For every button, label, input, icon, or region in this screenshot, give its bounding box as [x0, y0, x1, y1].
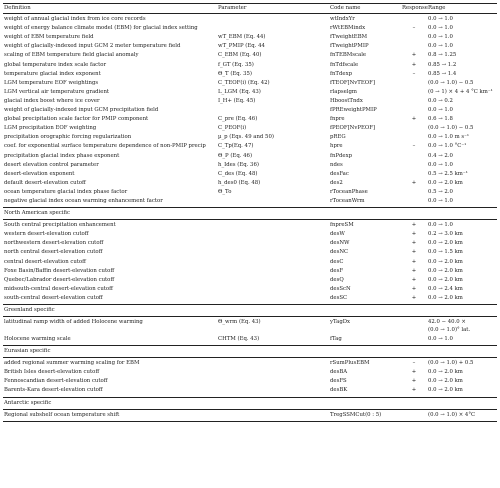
cell-code-name: yTagDx — [330, 319, 351, 325]
section-rule — [3, 397, 497, 398]
cell-definition: global precipitation scale factor for PMIP component — [4, 116, 149, 123]
cell-definition: north central desert-elevation cutoff — [4, 249, 103, 256]
table-row — [0, 267, 500, 276]
cell-definition: Foxe Basin/Baffin desert-elevation cutoff — [4, 267, 115, 274]
cell-definition: Barents-Kara desert-elevation cutoff — [4, 387, 103, 394]
cell-code-name: desC — [330, 258, 344, 265]
cell-code-name: TregSSMCut(0 : 5) — [330, 411, 382, 418]
cell-definition: weight of annual glacial index from ice core records — [4, 16, 146, 22]
table-row — [0, 335, 500, 344]
section-eurasian — [0, 347, 500, 356]
cell-code-name: des2 — [330, 179, 343, 186]
cell-code-name: ndes — [330, 161, 343, 168]
cell-range: 0.0 → 1.0 — [428, 198, 453, 204]
table-row — [0, 386, 500, 395]
cell-code-name: desQ — [330, 276, 344, 283]
cell-definition: weight of glacially-indexed input GCM precipitation field — [4, 107, 159, 113]
cell-definition: desert elevation control parameter — [4, 161, 99, 168]
cell-definition: northwestern desert-elevation cutoff — [4, 240, 104, 247]
table-bottom-rule — [3, 421, 497, 422]
cell-response: – — [412, 25, 416, 32]
cell-range: 0.8 → 1.25 — [428, 52, 457, 59]
cell-definition: weight of energy balance climate model (EBM) for glacial index setting — [4, 25, 198, 32]
cell-code-name: desFac — [330, 170, 349, 177]
cell-range: 0.0 → 2.0 km — [428, 258, 463, 265]
cell-range: (0.0 → 1.0) × 4°C — [428, 411, 476, 418]
cell-code-name: HboostTndx — [330, 97, 363, 104]
table-row — [0, 142, 500, 151]
cell-definition: Regional subshelf ocean temperature shift — [4, 411, 120, 418]
cell-parameter: CHTM (Eq. 43) — [218, 336, 260, 342]
cell-parameter: h_Ides (Eq. 36) — [218, 161, 259, 168]
cell-range: 0.0 → 0.2 — [428, 97, 453, 104]
table-row — [0, 221, 500, 230]
cell-definition: LGM vertical air temperature gradient — [4, 88, 110, 95]
section-rule — [3, 345, 497, 346]
cell-parameter: h_des0 (Eq. 48) — [218, 179, 261, 186]
cell-response: + — [411, 222, 417, 229]
cell-code-name: fTweightEBM — [330, 34, 368, 41]
table-row — [0, 33, 500, 42]
cell-response: – — [412, 143, 416, 150]
cell-parameter: L_LGM (Eq. 43) — [218, 88, 261, 95]
table-row — [0, 285, 500, 294]
cell-code-name: fTEOF[NvTEOF] — [330, 79, 375, 86]
table-row — [0, 51, 500, 60]
cell-range: 0.85 → 1.2 — [428, 61, 457, 68]
cell-range: 0.0 → 1.0 — [428, 336, 453, 342]
cell-response: + — [411, 116, 417, 123]
cell-range: 0.4 → 2.0 — [428, 152, 453, 159]
cell-code-name: desBK — [330, 387, 348, 394]
cell-response: + — [411, 276, 417, 283]
cell-parameter: C_PEOF(i) — [218, 125, 247, 132]
cell-range: 0.6 → 1.8 — [428, 116, 453, 123]
cell-range: 0.0 → 2.0 km — [428, 240, 463, 247]
cell-response: + — [411, 378, 417, 385]
cell-range: (0.0 → 1.0) + 0.5 — [428, 360, 474, 367]
cell-parameter: Θ_P (Eq. 46) — [218, 152, 253, 159]
table-row — [0, 70, 500, 79]
cell-response: – — [412, 360, 416, 367]
cell-parameter: C_pre (Eq. 46) — [218, 116, 258, 123]
cell-response: + — [411, 369, 417, 376]
cell-code-name: desNC — [330, 249, 349, 256]
cell-definition: midsouth-central desert-elevation cutoff — [4, 285, 113, 292]
cell-code-name: desF — [330, 267, 344, 274]
cell-parameter: C_Tp(Eq. 47) — [218, 143, 254, 150]
cell-definition: central desert-elevation cutoff — [4, 258, 86, 265]
cell-code-name: fnTEBMscale — [330, 52, 367, 59]
table-row — [0, 359, 500, 368]
cell-code-name: fnpreSM — [330, 222, 354, 229]
section-rule — [3, 409, 497, 410]
header-range: Range — [428, 5, 446, 11]
cell-definition: South central precipitation enhancement — [4, 222, 116, 229]
cell-parameter: C_des (Eq. 48) — [218, 170, 258, 177]
table-row — [0, 276, 500, 285]
cell-response: + — [411, 240, 417, 247]
section-rule — [3, 357, 497, 358]
cell-response: + — [411, 285, 417, 292]
table-row — [0, 97, 500, 106]
cell-definition: precipitation orographic forcing regularization — [4, 134, 132, 141]
cell-definition: British Isles desert-elevation cutoff — [4, 369, 100, 376]
cell-definition: Fennoscandian desert-elevation cutoff — [4, 378, 108, 385]
cell-definition: ocean temperature glacial index phase factor — [4, 188, 128, 195]
cell-response: + — [411, 52, 417, 59]
section-rule — [3, 304, 497, 305]
cell-range: (0.0 → 1.0) − 0.5 — [428, 125, 474, 132]
cell-code-name: rlapselgm — [330, 88, 357, 95]
cell-definition: western desert-elevation cutoff — [4, 231, 89, 238]
section-greenland-label: Greenland specific — [4, 307, 55, 313]
cell-definition: temperature glacial index exponent — [4, 70, 101, 77]
table-row — [0, 42, 500, 51]
section-rule — [3, 207, 497, 208]
table-row — [0, 24, 500, 33]
cell-definition: latitudinal ramp width of added Holocene warming — [4, 319, 143, 325]
cell-definition: desert-elevation exponent — [4, 170, 75, 177]
cell-code-name: fnPdexp — [330, 152, 353, 159]
header-code-name: Code name — [330, 5, 361, 11]
cell-definition: LGM temperature EOF weightings — [4, 79, 99, 86]
cell-definition: LGM precipitation EOF weighting — [4, 125, 97, 132]
cell-range: 0.0 → 1.0 — [428, 43, 453, 50]
cell-code-name: desNW — [330, 240, 350, 247]
cell-definition: south-central desert-elevation cutoff — [4, 294, 103, 301]
table-row — [0, 61, 500, 70]
cell-range: 0.0 → 2.0 km — [428, 378, 463, 385]
cell-code-name: rWtEBMindx — [330, 25, 366, 32]
cell-response: + — [411, 258, 417, 265]
cell-definition: Quebec/Labrador desert-elevation cutoff — [4, 276, 115, 283]
header-response: Response — [402, 5, 428, 11]
cell-parameter: C_EBM (Eq. 40) — [218, 52, 262, 59]
section-eurasian-label: Eurasian specific — [4, 348, 51, 355]
cell-range: 0.0 → 1.0 °C⁻¹ — [428, 143, 467, 150]
cell-parameter: wT_EBM (Eq. 44) — [218, 34, 266, 41]
cell-definition: Holocene warming scale — [4, 336, 71, 342]
cell-range: 0.0 → 1.5 km — [428, 249, 463, 256]
cell-range: (0 → 1) × 4 + 4 °C km⁻¹ — [428, 88, 493, 95]
cell-code-name: rSumPlusEBM — [330, 360, 370, 367]
table-row — [0, 106, 500, 115]
section-antarctic-label: Antarctic specific — [4, 399, 52, 406]
cell-response: + — [411, 294, 417, 301]
cell-range: 42.0 − 40.0 × — [428, 319, 466, 325]
cell-code-name: fnTdfscale — [330, 61, 359, 68]
table-row — [0, 170, 500, 179]
cell-definition: glacial index boost where ice cover — [4, 97, 100, 104]
table-row — [0, 152, 500, 161]
cell-parameter: Θ_To — [218, 188, 232, 195]
section-antarctic — [0, 399, 500, 408]
cell-parameter: µ_p (Eqs. 49 and 50) — [218, 134, 274, 141]
cell-definition: precipitation glacial index phase exponent — [4, 152, 120, 159]
section-greenland — [0, 306, 500, 315]
cell-code-name: fPEOF[NvPEOF] — [330, 125, 376, 132]
cell-range: 0.5 → 2.0 — [428, 188, 453, 195]
cell-code-name: fTag — [330, 336, 342, 342]
cell-parameter: f_GT (Eq. 35) — [218, 61, 254, 68]
table-row — [0, 161, 500, 170]
cell-code-name: rToceanWrm — [330, 198, 365, 204]
section-north-american-label: North American specific — [4, 210, 70, 217]
cell-code-name: pREG — [330, 134, 346, 141]
cell-range: 0.0 → 2.4 km — [428, 285, 463, 292]
table-row — [0, 318, 500, 334]
cell-response: + — [411, 179, 417, 186]
cell-response: + — [411, 387, 417, 394]
header-definition: Definition — [4, 5, 31, 11]
cell-response: + — [411, 249, 417, 256]
cell-parameter: wT_PMIP (Eq. 44 — [218, 43, 265, 50]
cell-code-name: fPREweightPMIP — [330, 107, 377, 113]
cell-range: 0.0 → 1.0 — [428, 16, 453, 22]
table-row — [0, 368, 500, 377]
cell-code-name: fTweightPMIP — [330, 43, 369, 50]
table-row — [0, 230, 500, 239]
table-row — [0, 115, 500, 124]
cell-range: 0.0 → 1.0 — [428, 34, 453, 41]
header-rule — [3, 13, 497, 14]
cell-response: – — [412, 70, 416, 77]
cell-range: 0.0 → 2.0 km — [428, 179, 463, 186]
table-row — [0, 124, 500, 133]
cell-code-name: desBA — [330, 369, 348, 376]
header-parameter: Parameter — [218, 5, 247, 11]
cell-range: 0.0 → 2.0 km — [428, 387, 463, 394]
table-row — [0, 377, 500, 386]
cell-range: 0.85 → 1.4 — [428, 70, 457, 77]
cell-code-name: desW — [330, 231, 345, 238]
table-row — [0, 179, 500, 188]
cell-parameter: Θ_T (Eq. 35) — [218, 70, 253, 77]
section-north-american — [0, 209, 500, 218]
cell-definition: scaling of EBM temperature field glacial anomaly — [4, 52, 139, 59]
cell-parameter: I_H+ (Eq. 45) — [218, 97, 256, 104]
cell-range: 0.2 → 3.0 km — [428, 231, 463, 238]
cell-range: 0.0 → 1.0 — [428, 222, 453, 229]
cell-code-name: rToceanPhase — [330, 188, 368, 195]
cell-range: 0.0 → 1.0 m s⁻¹ — [428, 134, 470, 141]
cell-code-name: fnpre — [330, 116, 345, 123]
cell-definition: global temperature index scale factor — [4, 61, 107, 68]
table-row — [0, 188, 500, 197]
cell-code-name: desFS — [330, 378, 347, 385]
cell-range: (0.0 → 1.0) − 0.5 — [428, 79, 474, 86]
cell-definition: negative glacial index ocean warming enhancement factor — [4, 198, 163, 204]
table-row — [0, 239, 500, 248]
cell-code-name: fnTdexp — [330, 70, 353, 77]
cell-definition: weight of EBM temperature field — [4, 34, 94, 41]
cell-parameter: Θ_wrm (Eq. 43) — [218, 319, 261, 325]
table-row — [0, 258, 500, 267]
section-rule — [3, 316, 497, 317]
cell-range: 0.0 → 2.0 km — [428, 294, 463, 301]
table-row — [0, 248, 500, 257]
cell-response: + — [411, 267, 417, 274]
cell-range: 0.0 → 1.0 — [428, 161, 453, 168]
cell-range: 0.0 → 2.0 km — [428, 276, 463, 283]
cell-range: 0.0 → 1.0 — [428, 25, 453, 32]
table-row — [0, 133, 500, 142]
cell-response: + — [411, 231, 417, 238]
table-row — [0, 15, 500, 24]
table-row — [0, 294, 500, 303]
cell-range-continued: (0.0 → 1.0)° lat. — [428, 327, 471, 333]
cell-definition: coef. for exponential surface temperature dependence of non-PMIP precip — [4, 143, 206, 150]
table-row — [0, 79, 500, 88]
table-row — [0, 411, 500, 420]
cell-code-name: desSC — [330, 294, 348, 301]
cell-definition: weight of glacially-indexed input GCM 2 meter temperature field — [4, 43, 181, 50]
cell-definition: added regional summer warming scaling for EBM — [4, 360, 140, 367]
table-header-row — [0, 4, 500, 13]
cell-range: 0.0 → 2.0 km — [428, 369, 463, 376]
cell-code-name: wtIndxYr — [330, 16, 355, 22]
cell-range: 0.0 → 2.0 km — [428, 267, 463, 274]
table-row — [0, 88, 500, 97]
table-row — [0, 197, 500, 206]
cell-range: 0.0 → 1.0 — [428, 107, 453, 113]
cell-code-name: hpre — [330, 143, 343, 150]
cell-response: + — [411, 61, 417, 68]
cell-range: 0.5 → 2.5 km⁻¹ — [428, 170, 468, 177]
cell-definition: default desert-elevation cutoff — [4, 179, 86, 186]
cell-code-name: desScN — [330, 285, 351, 292]
section-rule — [3, 219, 497, 220]
cell-parameter: C_TEOF(i) (Eq. 42) — [218, 79, 270, 86]
